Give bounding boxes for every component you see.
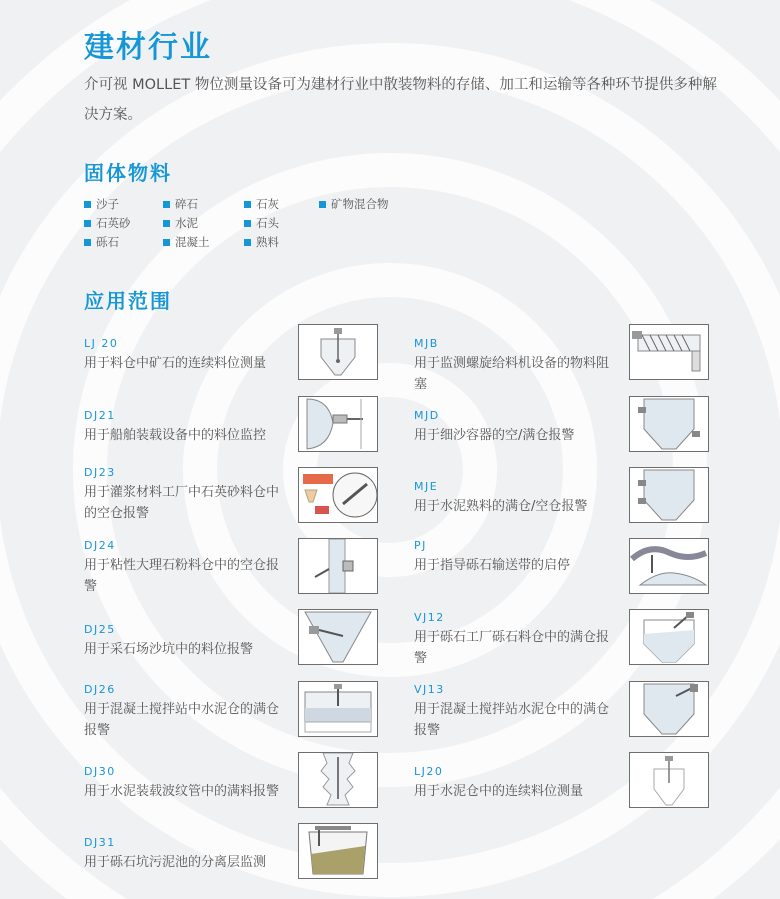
loading-bellows-icon [298, 752, 378, 808]
gravel-silo-icon [629, 609, 709, 665]
ship-loader-sensor-icon [298, 396, 378, 452]
application-description: 用于灌浆材料工厂中石英砂料仓中的空仓报警 [84, 485, 280, 521]
sludge-tank-icon [298, 823, 378, 879]
application-description: 用于砾石工厂砾石料仓中的满仓报警 [414, 630, 610, 666]
clinker-silo-icon [629, 467, 709, 523]
material-item: 沙子 [84, 196, 119, 212]
application-description: 用于水泥仓中的连续料位测量 [414, 784, 584, 799]
material-item: 碎石 [163, 196, 198, 212]
bullet-square-icon [163, 220, 170, 227]
application-description: 用于水泥熟料的满仓/空仓报警 [414, 499, 588, 514]
product-code: VJ13 [414, 683, 445, 696]
material-item: 熟料 [244, 234, 279, 250]
material-item: 矿物混合物 [319, 196, 389, 212]
bullet-square-icon [244, 239, 251, 246]
silo-cable-probe-icon [298, 324, 378, 380]
bullet-square-icon [84, 201, 91, 208]
application-description: 用于料仓中矿石的连续料位测量 [84, 356, 267, 371]
material-item: 水泥 [163, 215, 198, 231]
cement-silo-top-icon [298, 681, 378, 737]
application-description: 用于细沙容器的空/满仓报警 [414, 428, 575, 443]
product-code: VJ12 [414, 611, 445, 624]
product-code: LJ20 [414, 765, 444, 778]
screw-feeder-icon [629, 324, 709, 380]
material-item: 石头 [244, 215, 279, 231]
bullet-square-icon [84, 239, 91, 246]
product-code: DJ30 [84, 765, 116, 778]
application-description: 用于指导砾石输送带的启停 [414, 558, 571, 573]
bullet-square-icon [163, 239, 170, 246]
product-code: DJ25 [84, 623, 116, 636]
cement-silo-side-icon [629, 681, 709, 737]
product-code: MJB [414, 337, 439, 350]
applications-heading: 应用范围 [84, 289, 172, 313]
application-description: 用于混凝土搅拌站中水泥仓的满仓报警 [84, 702, 280, 738]
product-code: PJ [414, 539, 427, 552]
bullet-square-icon [84, 220, 91, 227]
application-description: 用于采石场沙坑中的料位报警 [84, 642, 254, 657]
solids-heading: 固体物料 [84, 161, 172, 185]
product-code: LJ 20 [84, 337, 119, 350]
sand-container-icon [629, 396, 709, 452]
material-item: 石英砂 [84, 215, 131, 231]
application-description: 用于砾石坑污泥池的分离层监测 [84, 855, 267, 870]
material-item: 混凝土 [163, 234, 210, 250]
material-item: 砾石 [84, 234, 119, 250]
product-code: DJ21 [84, 409, 116, 422]
bullet-square-icon [319, 201, 326, 208]
product-code: MJE [414, 480, 439, 493]
product-code: DJ24 [84, 539, 116, 552]
product-code: DJ23 [84, 466, 116, 479]
application-description: 用于混凝土搅拌站水泥仓中的满仓报警 [414, 702, 610, 738]
product-code: MJD [414, 409, 440, 422]
application-description: 用于船舶装载设备中的料位监控 [84, 428, 267, 443]
conveyor-belt-icon [629, 538, 709, 594]
plant-rotary-sensor-icon [298, 467, 378, 523]
cement-silo-probe-icon [629, 752, 709, 808]
application-description: 用于粘性大理石粉料仓中的空仓报警 [84, 558, 280, 594]
product-code: DJ31 [84, 836, 116, 849]
application-description: 用于水泥装载波纹管中的满料报警 [84, 784, 280, 799]
material-item: 石灰 [244, 196, 279, 212]
page-title: 建材行业 [84, 30, 212, 65]
intro-text: 介可视 MOLLET 物位测量设备可为建材行业中散装物料的存储、加工和运输等各种环节提供多种解决方案。 [84, 77, 717, 123]
bullet-square-icon [244, 220, 251, 227]
bullet-square-icon [244, 201, 251, 208]
wall-mounted-sensor-icon [298, 538, 378, 594]
application-description: 用于监测螺旋给料机设备的物料阻塞 [414, 356, 610, 392]
bullet-square-icon [163, 201, 170, 208]
sand-pit-hopper-icon [298, 609, 378, 665]
product-code: DJ26 [84, 683, 116, 696]
